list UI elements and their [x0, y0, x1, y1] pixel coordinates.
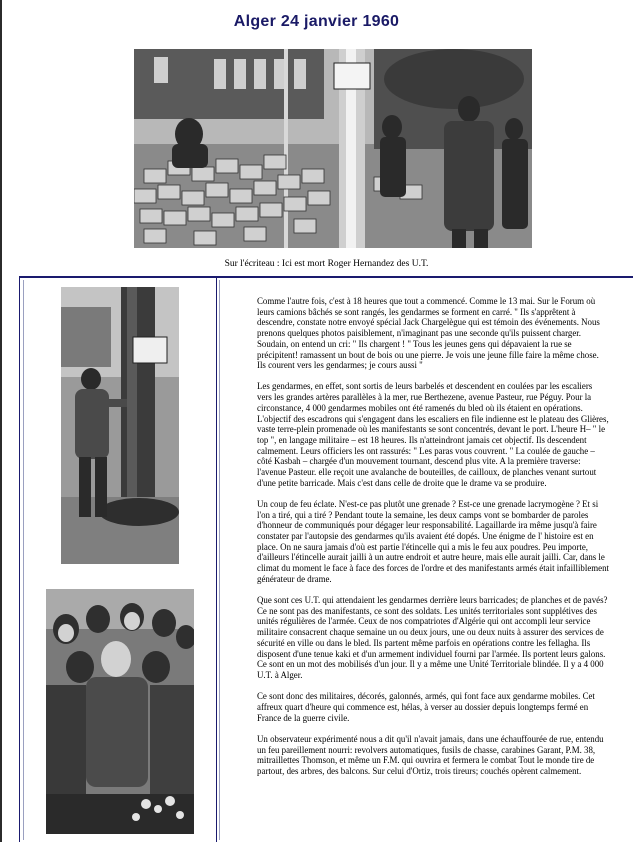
photo-caption: Sur l'écriteau : Ici est mort Roger Hernandez des U.T. [224, 259, 429, 269]
barricade-photo [134, 49, 532, 248]
tree-sign-photo [61, 287, 179, 564]
left-column-inner-rule [23, 280, 24, 840]
article-paragraph-5: Ce sont donc des militaires, décorés, galonnés, armés, qui font face aux gendarme mobiles. Cet affreux quart d'heure qui commence est, hélas, à verser au dossier depuis longtemps fermé en France de la guerre civile. [257, 691, 595, 723]
article-paragraph-3: Un coup de feu éclate. N'est-ce pas plutôt une grenade ? Est-ce une grenade lacrymogène ? Et si l'on a tiré, qui a tiré ? Pendant toute la semaine, les deux camps vont se bombarder de paroles d'honneur de communiqués pour dégager leur responsabilité. Lagaillarde ira même jusqu'à faire constater par l'autopsie des gendarmes qu'ils avaient été dopés. Une énigme de l' histoire est en place. On ne saura jamais d'où est partie l'étincelle qui a mis le feu aux poudres. Peu importe, d'ailleurs l'étincelle aurait jailli à un autre endroit et autre heure, mais elle aurait jailli. Car, dans le climat du moment le face à face des forces de l'ordre et des manifestants armés était infailliblement générateur de drame. [257, 498, 610, 584]
left-column-right-rule [219, 280, 220, 840]
page-title: Alger 24 janvier 1960 [233, 13, 400, 30]
barricade-photo-illustration [134, 49, 532, 248]
article-body [257, 296, 609, 787]
article-paragraph-2: Les gendarmes, en effet, sont sortis de leurs barbelés et descendent en coulées par les escaliers vers les grandes artères parallèles à la mer, rue Berthezene, avenue Pasteur, rue Péguy. Pour la circonstance, 4 000 gendarmes mobiles ont été ramenés du bled où ils étaient en opérations. L'objectif des escadrons qui s'engagent dans les escaliers en file indienne est le plateau des Glières, vaste terre-plein promenade où les manifestants se sont concentrés, devant le port. L'heure H– " le top ", en langage militaire – est 18 heures. Ils n'atteindront jamais cet objectif. Ils descendent calmement. Leurs officiers les ont rassurés: " Les paras vous couvrent. " La coulée de gauche – côté Kasbah – chargée d'un mouvement tournant, descend plus vite. A la première traverse: l'avenue Pasteur. elle reçoit une avalanche de bouteilles, de cailloux, de planches venant surtout d'une petite barricade. Mais c'est dans celle de droite que le drame va se produire. [257, 381, 609, 488]
column-divider [216, 278, 217, 842]
crowd-photo-illustration [46, 589, 194, 834]
tree-sign-photo-illustration [61, 287, 179, 564]
article-paragraph-6: Un observateur expérimenté nous a dit qu'il n'avait jamais, dans une échauffourée de rue, entendu un feu pareillement nourri: revolvers automatiques, fusils de chasse, carabines Garant, P.M. 38, mitraillettes Thomson, et même un F.M. qui ouvrira et fermera le combat Tout le monde tire de partout, des arbres, des balcons. Sur celui d'Ortiz, trois tireurs; couchés opèrent calmement. [257, 733, 604, 776]
article-paragraph-4: Que sont ces U.T. qui attendaient les gendarmes derrière leurs barricades; de planches et de pavés? Ce ne sont pas des manifestants, ce sont des soldats. Les unités territoriales sont supplétives des unités régulières de l'armée. Ceux de nos compatriotes d'Algérie qui ont accompli leur service militaire consacrent chaque semaine un ou deux jours, une ou deux nuits à assurer des services de sécurité en ville ou dans le bled. Ils partent même parfois en opérations contre les fellagha. Ils disposent d'une tenue kaki et d'un armement individuel fourni par l'armée. Ils portent leurs galons. Ce sont en un mot des mobilisés d'un jour. Il y a même une Unité Territoriale blindée. Il y a 4 000 U.T. à Alger. [257, 595, 608, 680]
page-left-border [0, 0, 2, 842]
article-paragraph-1: Comme l'autre fois, c'est à 18 heures que tout a commencé. Comme le 13 mai. Sur le Forum où leurs camions bâchés se sont rangés, les gendarmes se forment en carré. " Ils s'apprêtent à descendre, constate notre envoyé spécial Jack Chargelègue qui est témoin des événements. Nous prenons quelques photos paisiblement, n'imaginant pas une seconde qu'ils puissent charger. Soudain, on entend un cri: " Ils chargent ! " Tous les jeunes gens qui dépavaient la rue se précipitent! ramassent un bout de bois ou une pierre. Je vois une jeune fille faire la même chose. Ils courent vers les gendarmes; je cours aussi " [257, 296, 600, 371]
crowd-photo [46, 589, 194, 834]
